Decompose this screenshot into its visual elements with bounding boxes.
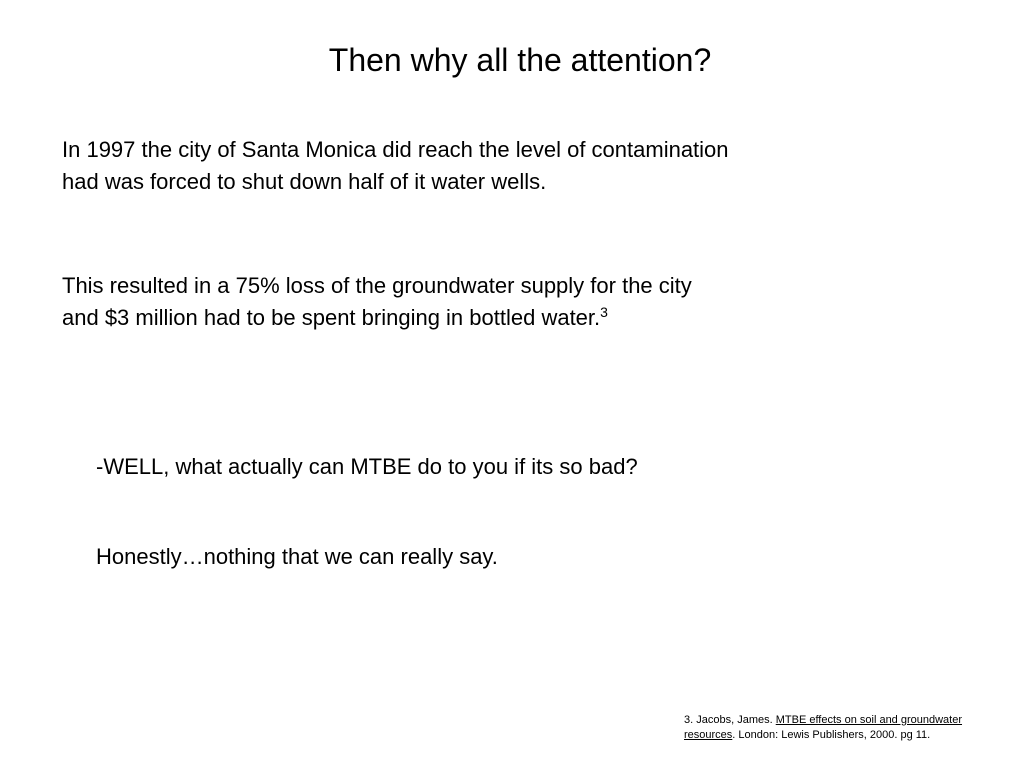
paragraph-line: had was forced to shut down half of it water wells. xyxy=(62,169,547,194)
question-text: -WELL, what actually can MTBE do to you if its so bad? xyxy=(96,454,638,479)
citation-prefix: 3. Jacobs, James. xyxy=(684,714,776,726)
citation-suffix: . London: Lewis Publishers, 2000. pg 11. xyxy=(732,729,931,741)
paragraph-line: and $3 million had to be spent bringing in bottled water. xyxy=(62,305,601,330)
footnote-marker: 3 xyxy=(600,304,608,320)
paragraph-line: In 1997 the city of Santa Monica did reach the level of contamination xyxy=(62,137,729,162)
citation-title-part: MTBE effects on soil and groundwater xyxy=(775,714,963,726)
slide-title: Then why all the attention? xyxy=(328,42,712,78)
footnote-citation xyxy=(684,713,994,743)
paragraph-santa-monica xyxy=(62,134,862,198)
citation-title-part: resources xyxy=(684,729,733,741)
paragraph-groundwater-loss xyxy=(62,270,862,334)
answer-text: Honestly…nothing that we can really say. xyxy=(96,544,498,569)
paragraph-line: This resulted in a 75% loss of the groundwater supply for the city xyxy=(62,273,692,298)
